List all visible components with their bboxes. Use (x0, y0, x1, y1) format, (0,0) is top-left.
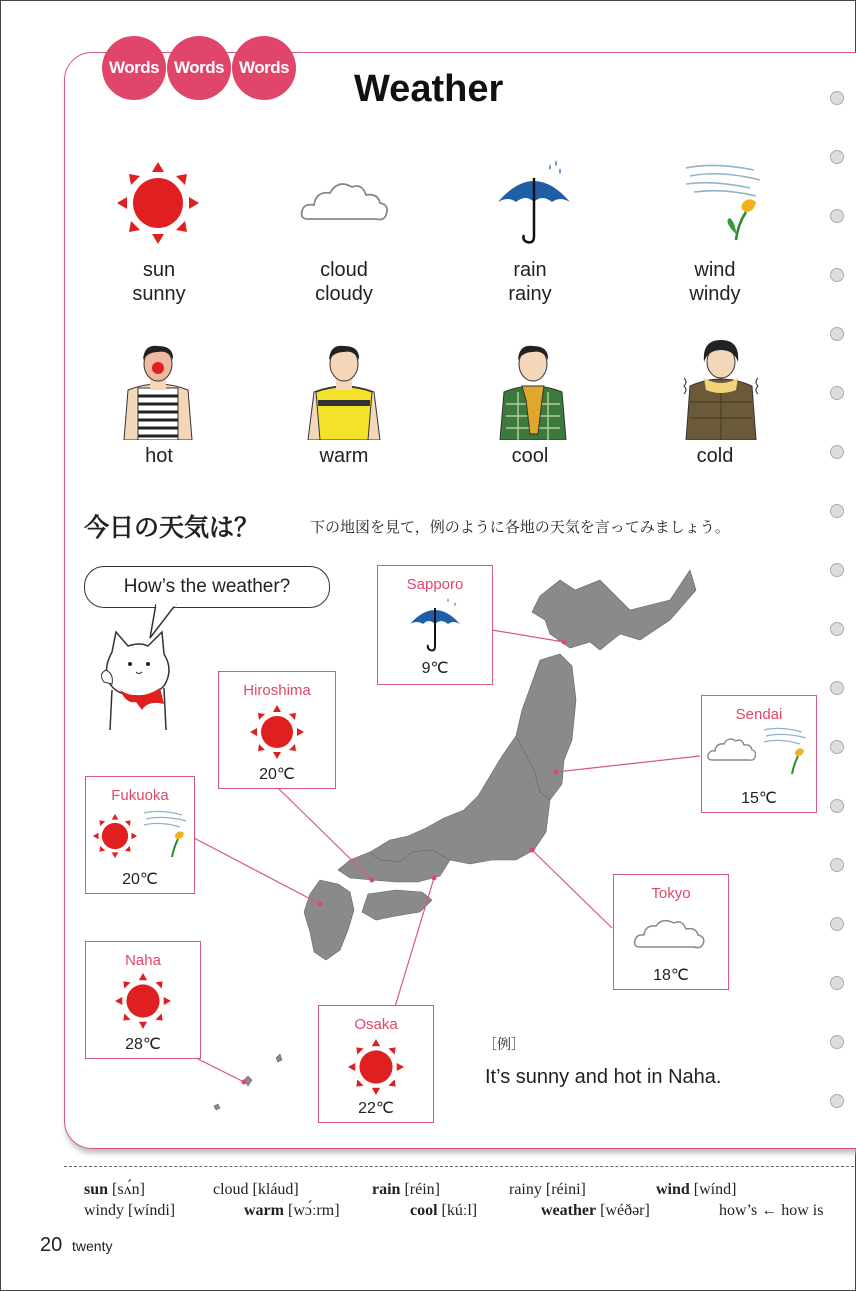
vocab-word: windy (84, 1202, 124, 1219)
vocab-pronunciation: [wéðər] (600, 1202, 650, 1219)
sun-icon (249, 704, 305, 760)
vocab-word: wind (656, 1181, 690, 1198)
vocab-item (84, 1202, 175, 1220)
word-noun: wind (694, 259, 736, 281)
page-title: Weather (354, 68, 504, 110)
connector-naha (196, 1058, 244, 1082)
vocab-item (213, 1181, 299, 1199)
city-temp: 9℃ (421, 660, 449, 677)
sun-icon (114, 972, 172, 1030)
city-card-fukuoka (85, 776, 195, 894)
word-adjective: sunny (132, 283, 186, 305)
city-name: Sendai (735, 706, 783, 723)
vocab-pronunciation: [réin] (404, 1181, 440, 1198)
word-adjective: windy (689, 283, 741, 305)
vocab-word: rain (372, 1181, 401, 1198)
city-name: Fukuoka (111, 787, 169, 804)
words-badge: Words (102, 36, 166, 100)
connector-tokyo (532, 850, 612, 928)
city-name: Naha (125, 952, 161, 969)
vocab-word: rainy (509, 1181, 542, 1198)
vocab-item (509, 1181, 586, 1199)
vocab-item (656, 1181, 736, 1199)
cloud-icon (706, 734, 756, 764)
city-name: Sapporo (406, 576, 464, 593)
vocab-pronunciation: [wɔ́ːrm] (287, 1202, 340, 1219)
word-adjective: cloudy (315, 283, 373, 305)
sun-icon (92, 813, 138, 859)
connector-fukuoka (194, 838, 320, 904)
vocab-item (84, 1181, 145, 1199)
city-card-osaka (318, 1005, 434, 1123)
connector-osaka (394, 878, 434, 1010)
vocab-item (410, 1202, 477, 1220)
words-badge: Words (167, 36, 231, 100)
vocab-word: weather (541, 1202, 597, 1219)
wind-flower-icon (762, 726, 810, 776)
example-label: ［例］ (483, 1036, 525, 1052)
city-card-naha (85, 941, 201, 1059)
word-noun: rain (513, 259, 547, 281)
umbrella-icon (408, 596, 462, 652)
vocab-pronunciation: [kúːl] (441, 1202, 478, 1219)
divider (64, 1166, 854, 1167)
word-cool: cool (511, 445, 549, 467)
city-name: Hiroshima (243, 682, 311, 699)
city-card-hiroshima (218, 671, 336, 789)
city-card-sendai (701, 695, 817, 813)
vocab-word: how’s ← how is (719, 1202, 824, 1219)
word-hot: hot (145, 445, 173, 467)
page-number-word: twenty (72, 1238, 113, 1254)
vocab-word: cloud (213, 1181, 249, 1198)
connector-sendai (556, 756, 700, 772)
city-name: Osaka (354, 1016, 398, 1033)
city-temp: 22℃ (358, 1100, 394, 1117)
city-temp: 15℃ (741, 790, 777, 807)
example-sentence: It’s sunny and hot in Naha. (485, 1066, 722, 1088)
word-adjective: rainy (508, 283, 552, 305)
vocab-item (719, 1202, 823, 1220)
activity-heading: 今日の天気は？ (84, 514, 260, 542)
word-noun: cloud (320, 259, 368, 281)
connector-sapporo (492, 630, 564, 642)
speech-bubble: How’s the weather? (84, 566, 330, 608)
city-card-tokyo (613, 874, 729, 990)
vocab-pronunciation: [wínd] (693, 1181, 737, 1198)
city-temp: 20℃ (122, 871, 158, 888)
vocab-item (372, 1181, 440, 1199)
connector-hiroshima (278, 788, 372, 880)
vocab-item (244, 1202, 340, 1220)
vocab-pronunciation: [réini] (545, 1181, 586, 1198)
cloud-icon (632, 915, 708, 951)
vocab-word: sun (84, 1181, 109, 1198)
city-temp: 28℃ (125, 1036, 161, 1053)
word-cold: cold (696, 445, 734, 467)
sun-icon (347, 1038, 405, 1096)
vocab-word: warm (244, 1202, 284, 1219)
activity-instruction: 下の地図を見て，例のように各地の天気を言ってみましょう。 (310, 519, 730, 536)
vocab-item (541, 1202, 650, 1220)
vocab-pronunciation: [wíndi] (128, 1202, 176, 1219)
city-temp: 18℃ (653, 967, 689, 984)
vocab-word: cool (410, 1202, 438, 1219)
page-number: 20 (40, 1234, 63, 1256)
wind-flower-icon (142, 809, 190, 859)
word-warm: warm (319, 445, 369, 467)
city-card-sapporo (377, 565, 493, 685)
word-noun: sun (142, 259, 176, 281)
city-name: Tokyo (651, 885, 691, 902)
vocab-pronunciation: [sʌ́n] (112, 1181, 145, 1198)
vocab-pronunciation: [kláud] (252, 1181, 299, 1198)
words-badge: Words (232, 36, 296, 100)
city-temp: 20℃ (259, 766, 295, 783)
